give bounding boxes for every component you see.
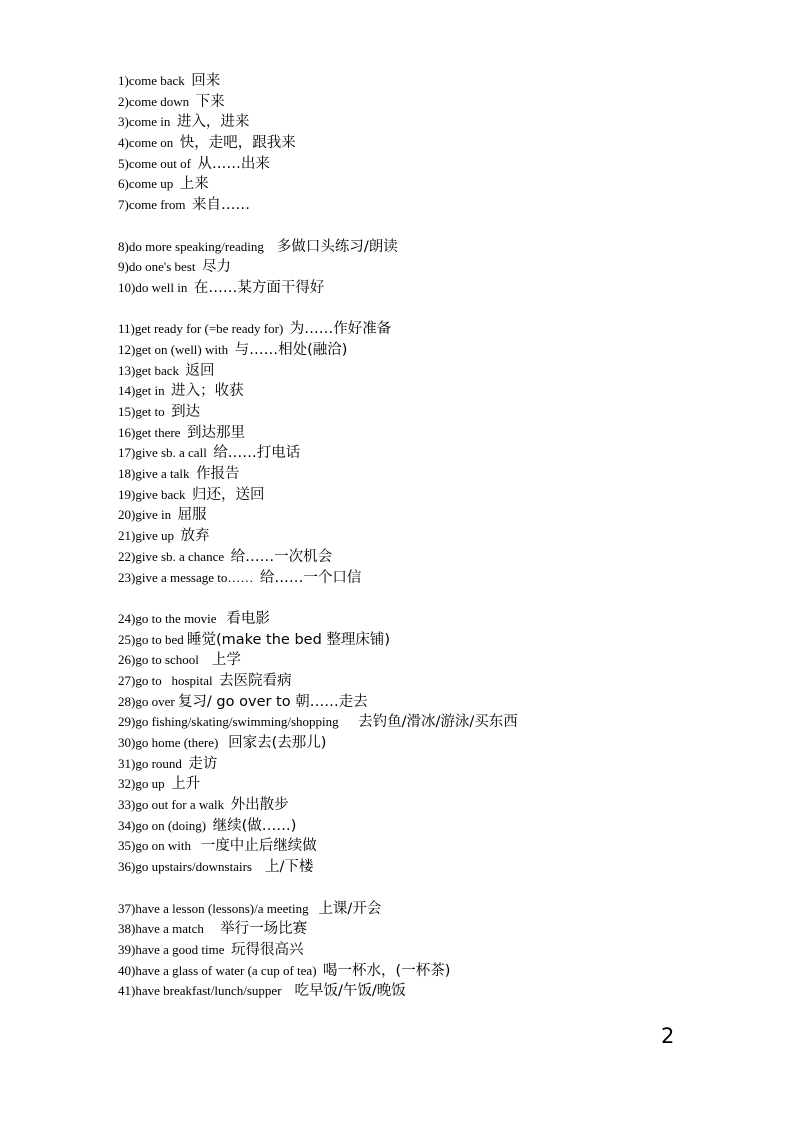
phrase-chinese: 走访: [188, 755, 218, 772]
phrase-english: 7)come from: [118, 197, 193, 213]
phrase-group: [118, 319, 718, 588]
phrase-entry: [118, 650, 718, 671]
phrase-chinese: 来自……: [192, 197, 251, 214]
phrase-english: 39)have a good time: [118, 941, 231, 957]
phrase-entry: [118, 712, 718, 733]
phrase-entry: [118, 568, 718, 589]
phrase-entry: [118, 836, 718, 857]
phrase-chinese: 上/下楼: [264, 859, 314, 876]
phrase-chinese: 举行一场比赛: [220, 921, 308, 938]
phrase-chinese: 与……相处(融洽): [234, 341, 348, 358]
phrase-entry: [118, 464, 718, 485]
phrase-chinese: 玩得很高兴: [231, 941, 304, 958]
phrase-entry: [118, 795, 718, 816]
phrase-chinese: 给……打电话: [213, 445, 301, 462]
phrase-entry: [118, 733, 718, 754]
phrase-english: 4)come on: [118, 135, 180, 151]
phrase-english: 12)get on (well) with: [118, 341, 235, 357]
phrase-entry: [118, 857, 718, 878]
phrase-english: 37)have a lesson (lessons)/a meeting: [118, 900, 319, 916]
phrase-chinese: 去钓鱼/滑冰/游泳/买东西: [358, 714, 518, 731]
phrase-chinese: 归还，送回: [192, 486, 265, 503]
phrase-chinese: 上学: [211, 652, 241, 669]
phrase-entry: [118, 237, 718, 258]
phrase-english: 30)go home (there): [118, 735, 229, 750]
phrase-entry: [118, 443, 718, 464]
phrase-chinese: 喝一杯水，(一杯茶): [323, 962, 451, 979]
phrase-chinese: 到达: [171, 404, 201, 420]
phrase-chinese: 回家去(去那儿): [228, 735, 327, 751]
phrase-entry: [118, 547, 718, 568]
phrase-english: 36)go upstairs/downstairs: [118, 859, 265, 875]
phrase-chinese: 去医院看病: [219, 672, 292, 689]
phrase-entry: [118, 671, 718, 692]
phrase-chinese: 为……作好准备: [289, 321, 392, 338]
phrase-chinese: 放弃: [180, 528, 210, 545]
phrase-chinese: 尽力: [201, 259, 231, 276]
phrase-chinese: 给……一次机会: [230, 548, 333, 565]
phrase-english: 35)go on with: [118, 838, 201, 854]
phrase-group: [118, 71, 718, 216]
phrase-entry: [118, 754, 718, 775]
phrase-chinese: 进入；收获: [171, 383, 244, 400]
phrase-entry: [118, 919, 718, 940]
phrase-chinese: 一度中止后继续做: [200, 838, 317, 855]
phrase-entry: [118, 154, 718, 175]
phrase-entry: [118, 133, 718, 154]
phrase-chinese: 从……出来: [197, 155, 270, 172]
phrase-entry: [118, 505, 718, 526]
phrase-entry: [118, 278, 718, 299]
phrase-entry: [118, 195, 718, 216]
phrase-entry: [118, 485, 718, 506]
phrase-english: 40)have a glass of water (a cup of tea): [118, 962, 324, 978]
phrase-english: 22)give sb. a chance: [118, 548, 231, 564]
phrase-chinese: 上课/开会: [318, 900, 382, 917]
phrase-entry: [118, 361, 718, 382]
phrase-english: 23)give a message to……: [118, 569, 260, 585]
phrase-chinese: 复习/ go over to 朝……走去: [177, 693, 368, 710]
phrase-chinese: 作报告: [195, 466, 240, 483]
phrase-chinese: 外出散步: [230, 797, 289, 814]
phrase-entry: [118, 257, 718, 278]
phrase-english: 20)give in: [118, 507, 178, 523]
phrase-english: 6)come up: [118, 176, 180, 192]
phrase-english: 2)come down: [118, 93, 196, 109]
phrase-entry: [118, 692, 718, 713]
phrase-english: 14)get in: [118, 383, 172, 399]
phrase-entry: [118, 112, 718, 133]
phrase-chinese: 到达那里: [186, 424, 245, 441]
phrase-chinese: 在……某方面干得好: [193, 279, 325, 296]
phrase-entry: [118, 609, 718, 630]
phrase-english: 9)do one's best: [118, 259, 202, 275]
phrase-english: 38)have a match: [118, 921, 221, 937]
phrase-english: 33)go out for a walk: [118, 797, 231, 813]
phrase-english: 1)come back: [118, 73, 192, 88]
phrase-english: 13)get back: [118, 362, 186, 378]
phrase-english: 26)go to school: [118, 652, 212, 668]
phrase-entry: [118, 71, 718, 92]
phrase-english: 41)have breakfast/lunch/supper: [118, 983, 295, 999]
phrase-chinese: 睡觉(make the bed 整理床铺): [186, 631, 391, 648]
phrase-group: [118, 899, 718, 1002]
phrase-chinese: 屈服: [177, 507, 207, 524]
phrase-english: 21)give up: [118, 528, 181, 544]
phrase-chinese: 返回: [185, 362, 215, 379]
phrase-chinese: 继续(做……): [212, 817, 297, 834]
phrase-english: 28)go over: [118, 693, 178, 709]
phrase-entry: [118, 940, 718, 961]
phrase-chinese: 回来: [191, 73, 221, 89]
phrase-entry: [118, 92, 718, 113]
phrase-english: 34)go on (doing): [118, 817, 213, 833]
phrase-chinese: 给……一个口信: [259, 569, 362, 586]
phrase-entry: [118, 340, 718, 361]
phrase-entry: [118, 899, 718, 920]
phrase-chinese: 下来: [195, 93, 225, 110]
phrase-chinese: 快，走吧，跟我来: [179, 135, 296, 152]
phrase-entry: [118, 381, 718, 402]
phrase-entry: [118, 774, 718, 795]
phrase-chinese: 吃早饭/午饭/晚饭: [294, 983, 406, 1000]
phrase-english: 29)go fishing/skating/swimming/shopping: [118, 714, 359, 730]
phrase-chinese: 看电影: [226, 610, 270, 627]
phrase-chinese: 上来: [179, 176, 209, 193]
phrase-english: 18)give a talk: [118, 466, 196, 482]
phrase-entry: [118, 174, 718, 195]
phrase-english: 27)go to hospital: [118, 672, 220, 688]
phrase-group: [118, 609, 718, 878]
phrase-chinese: 上升: [171, 776, 201, 793]
phrase-entry: [118, 961, 718, 982]
phrase-chinese: 多做口头练习/朗读: [276, 238, 398, 255]
phrase-english: 25)go to bed: [118, 631, 187, 647]
phrase-chinese: 进入，进来: [176, 114, 250, 131]
phrase-english: 24)go to the movie: [118, 610, 227, 626]
phrase-entry: [118, 402, 718, 423]
phrase-entry: [118, 630, 718, 651]
phrase-entry: [118, 816, 718, 837]
phrase-english: 11)get ready for (=be ready for): [118, 321, 290, 337]
phrase-english: 5)come out of: [118, 155, 198, 171]
phrase-entry: [118, 319, 718, 340]
phrase-entry: [118, 423, 718, 444]
page-number: 2: [661, 1024, 675, 1048]
phrase-english: 31)go round: [118, 755, 189, 771]
phrase-english: 16)get there: [118, 424, 187, 440]
phrase-english: 15)get to: [118, 404, 172, 419]
phrase-entry: [118, 981, 718, 1002]
phrase-english: 32)go up: [118, 776, 172, 792]
phrase-english: 17)give sb. a call: [118, 445, 214, 461]
phrase-english: 10)do well in: [118, 279, 194, 295]
phrase-english: 19)give back: [118, 486, 193, 502]
phrase-english: 3)come in: [118, 114, 177, 130]
phrase-english: 8)do more speaking/reading: [118, 238, 277, 254]
phrase-entry: [118, 526, 718, 547]
phrase-list: [118, 71, 718, 1002]
phrase-group: [118, 237, 718, 299]
